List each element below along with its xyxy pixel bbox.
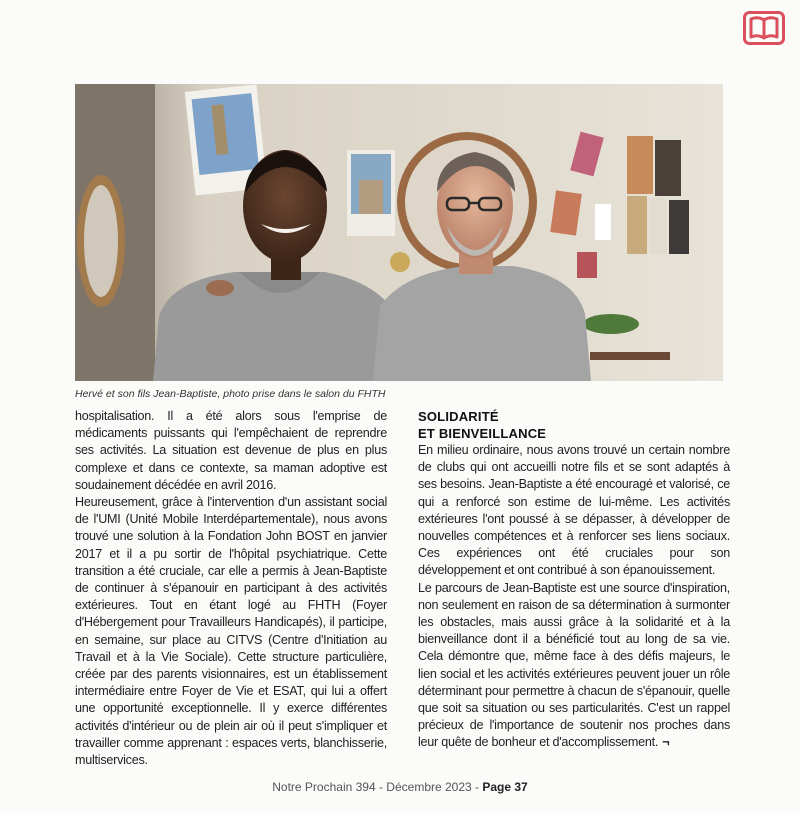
photo-caption: Hervé et son fils Jean-Baptiste, photo prise dans le salon du FHTH (75, 388, 386, 400)
paragraph: hospitalisation. Il a été alors sous l'emprise de médicaments puissants qui l'empêchaient de reprendre ses activités. La situation est devenue de plus en plus complexe et dans ce contexte, sa maman adoptive est soudainement décédée en avril 2016. (75, 409, 387, 492)
photo-illustration (75, 84, 723, 381)
page-number: Page 37 (482, 780, 528, 794)
heading-line-2: ET BIENVEILLANCE (418, 426, 547, 441)
paragraph: En milieu ordinaire, nous avons trouvé un certain nombre de clubs qui ont accueilli notre fils et se sont adaptés à ses besoins. Jean-Baptiste a été encouragé et valorisé, ce qui a renforcé son estime de lui-même. Les activités extérieures l'ont poussé à se dépasser, à développer de nouvelles compétences et à renforcer ses liens sociaux. Ces expériences ont été cruciales pour son développement et ont contribué à son épanouissement. (418, 443, 730, 578)
open-book-icon (743, 11, 785, 45)
article-column-right (418, 408, 730, 752)
publication-info: Notre Prochain 394 - Décembre 2023 - (272, 780, 483, 794)
heading-line-1: SOLIDARITÉ (418, 409, 499, 424)
article-column-left (75, 408, 387, 769)
paragraph-final (418, 580, 730, 752)
article-photo (75, 84, 723, 381)
paragraph: Heureusement, grâce à l'intervention d'un assistant social de l'UMI (Unité Mobile Interdépartementale), nous avons trouvé une solution à la Fondation John BOST en janvier 2017 et il a pu sortir de l'hôpital psychiatrique. Cette transition a été cruciale, car elle a permis à Jean-Baptiste de continuer à s'épanouir en participant à des activités extérieures. Tout en étant logé au FHTH (Foyer d'Hébergement pour Travailleurs Handicapés), il participe, en semaine, sur place au CITVS (Centre d'Initiation au Travail et à la Vie Sociale). Cette structure particulière, créée par des parents visionnaires, est un établissement intermédiaire entre Foyer de Vie et ESAT, qui lui a offert une opportunité exceptionnelle. Il y exerce différentes activités d'intérieur ou de plein air où il peut s'impliquer et travailler comme apprenant : espaces verts, blanchisserie, multiservices. (75, 495, 387, 768)
end-mark: ¬ (662, 735, 670, 750)
paragraph-text: Le parcours de Jean-Baptiste est une source d'inspiration, non seulement en raison de sa détermination à surmonter les obstacles, mais aussi grâce à la solidarité et à la bienveillance dont il a bénéficié tout au long de sa vie. Cela démontre que, même face à des défis majeurs, le lien social et les activités extérieures peuvent jouer un rôle déterminant pour permettre à chacun de s'épanouir, quelle que soit sa situation ou ses particularités. C'est un rappel précieux de l'importance de soutenir nos proches dans leur quête de bonheur et d'accomplissement. (418, 580, 730, 750)
section-heading (418, 408, 730, 442)
page-footer (0, 780, 800, 794)
